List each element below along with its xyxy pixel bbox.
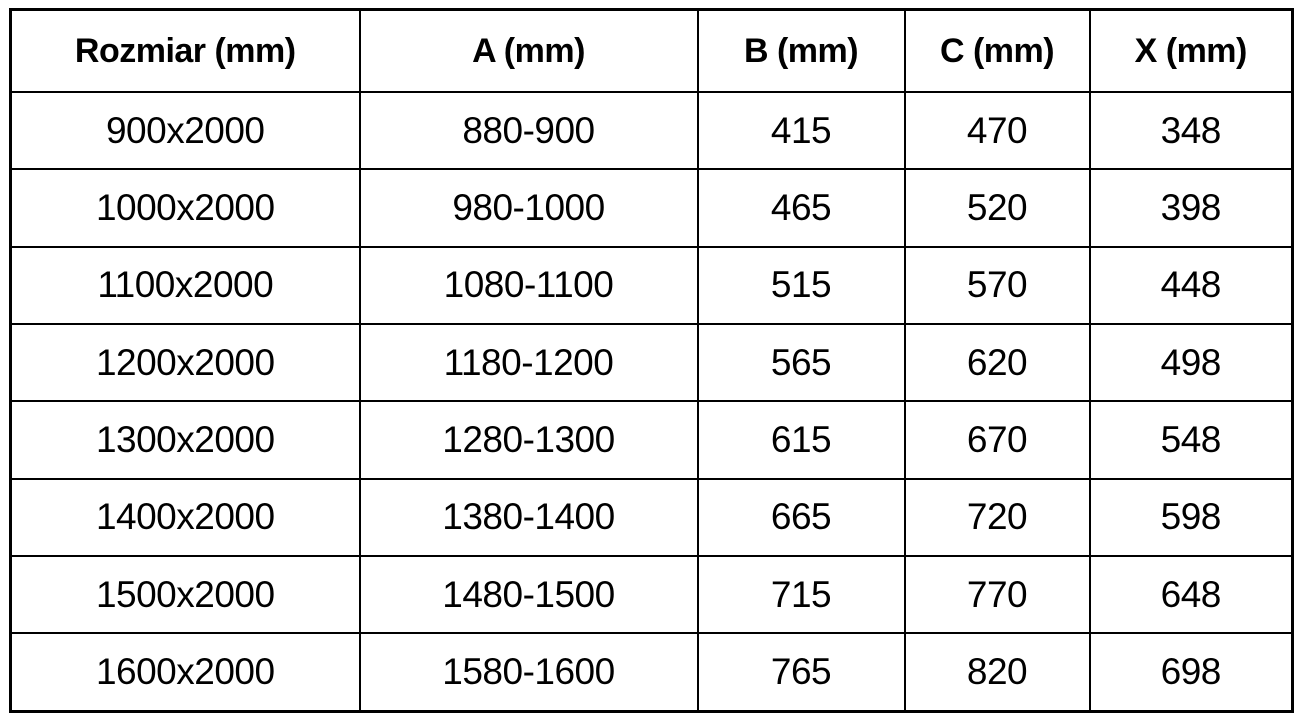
- column-header: Rozmiar (mm): [11, 10, 360, 93]
- table-cell: 765: [698, 633, 905, 711]
- table-row: [11, 401, 1293, 478]
- table-row: [11, 92, 1293, 169]
- table-cell: 398: [1090, 169, 1293, 246]
- table-cell: 1080-1100: [360, 247, 698, 324]
- table-row: [11, 324, 1293, 401]
- table-cell: 515: [698, 247, 905, 324]
- column-header: C (mm): [905, 10, 1090, 93]
- table-cell: 715: [698, 556, 905, 633]
- table-cell: 648: [1090, 556, 1293, 633]
- table-cell: 1180-1200: [360, 324, 698, 401]
- table-cell: 720: [905, 479, 1090, 556]
- table-cell: 620: [905, 324, 1090, 401]
- table-cell: 1300x2000: [11, 401, 360, 478]
- table-cell: 1000x2000: [11, 169, 360, 246]
- table-cell: 1580-1600: [360, 633, 698, 711]
- column-header: A (mm): [360, 10, 698, 93]
- table-cell: 470: [905, 92, 1090, 169]
- table-row: [11, 633, 1293, 711]
- table-row: [11, 247, 1293, 324]
- table-cell: 1480-1500: [360, 556, 698, 633]
- table-cell: 548: [1090, 401, 1293, 478]
- table-cell: 1100x2000: [11, 247, 360, 324]
- size-table: [9, 8, 1294, 713]
- table-row: [11, 556, 1293, 633]
- table-cell: 1280-1300: [360, 401, 698, 478]
- table-cell: 415: [698, 92, 905, 169]
- table-cell: 1600x2000: [11, 633, 360, 711]
- table-cell: 520: [905, 169, 1090, 246]
- table-cell: 348: [1090, 92, 1293, 169]
- table-cell: 565: [698, 324, 905, 401]
- header-row: [11, 10, 1293, 93]
- table-cell: 465: [698, 169, 905, 246]
- table-cell: 1200x2000: [11, 324, 360, 401]
- column-header: B (mm): [698, 10, 905, 93]
- column-header: X (mm): [1090, 10, 1293, 93]
- table-cell: 1400x2000: [11, 479, 360, 556]
- table-cell: 570: [905, 247, 1090, 324]
- table-cell: 498: [1090, 324, 1293, 401]
- table-cell: 1500x2000: [11, 556, 360, 633]
- table-cell: 598: [1090, 479, 1293, 556]
- table-row: [11, 169, 1293, 246]
- table-cell: 665: [698, 479, 905, 556]
- table-cell: 880-900: [360, 92, 698, 169]
- table-cell: 770: [905, 556, 1090, 633]
- table-cell: 670: [905, 401, 1090, 478]
- table-row: [11, 479, 1293, 556]
- table-cell: 980-1000: [360, 169, 698, 246]
- table-cell: 1380-1400: [360, 479, 698, 556]
- table-cell: 615: [698, 401, 905, 478]
- table-cell: 820: [905, 633, 1090, 711]
- table-cell: 698: [1090, 633, 1293, 711]
- table-cell: 900x2000: [11, 92, 360, 169]
- table-cell: 448: [1090, 247, 1293, 324]
